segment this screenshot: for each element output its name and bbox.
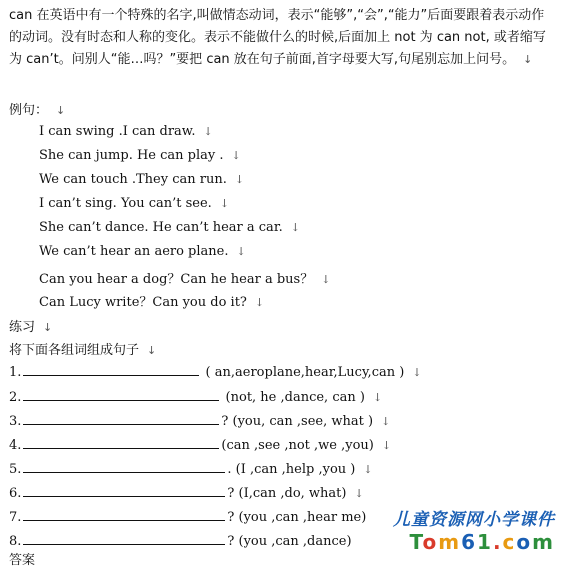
- paragraph-mark-icon: ↓: [523, 53, 533, 66]
- watermark-logo: [393, 505, 555, 554]
- paragraph-mark-icon: ↓: [381, 415, 391, 428]
- task-heading: 将下面各组词组成句子 ↓: [9, 343, 157, 358]
- paragraph-mark-icon: ↓: [234, 173, 245, 186]
- example-line: She can jump. He can play . ↓: [39, 148, 241, 163]
- answer-blank[interactable]: [23, 436, 219, 449]
- example-line: I can swing .I can draw. ↓: [39, 124, 213, 139]
- paragraph-mark-icon: ↓: [372, 391, 383, 404]
- exercise-item: 2. (not, he ,dance, can ) ↓: [9, 390, 383, 405]
- paragraph-mark-icon: ↓: [43, 321, 53, 334]
- paragraph-mark-icon: ↓: [321, 273, 331, 286]
- paragraph-mark-icon: ↓: [381, 439, 392, 452]
- paragraph-mark-icon: ↓: [290, 221, 300, 234]
- watermark-cn: 儿童资源网小学课件: [393, 510, 555, 530]
- example-line: I can’t sing. You can’t see. ↓: [39, 196, 230, 211]
- paragraph-mark-icon: ↓: [412, 366, 422, 379]
- example-line: We can’t hear an aero plane. ↓: [39, 244, 246, 259]
- paragraph-mark-icon: ↓: [147, 344, 157, 357]
- answer-heading-cutoff: 答案: [9, 553, 36, 568]
- answer-blank[interactable]: [23, 484, 225, 497]
- exercise-item: 4. (can ,see ,not ,we ,you) ↓: [9, 438, 392, 453]
- exercise-item: 5. . (I ,can ,help ,you ) ↓: [9, 462, 373, 477]
- exercise-item: 7. ? (you ,can ,hear me): [9, 510, 367, 525]
- exercise-item: 8. ? (you ,can ,dance): [9, 534, 352, 549]
- exercise-item: 3. ? (you, can ,see, what ) ↓: [9, 414, 391, 429]
- answer-blank[interactable]: [23, 363, 199, 376]
- intro-text: can 在英语中有一个特殊的名字,叫做情态动词，表示“能够”,“会”,“能力”后面要跟着表示动作的动词。没有时态和人称的变化。表示不能做什么的时候,后面加上 not 为 can not, 或者缩写为 can’t。问别人“能…吗？”要把 can 放在句子前面,首字母要大写,句尾别忘加上问号。: [9, 8, 546, 67]
- paragraph-mark-icon: ↓: [254, 296, 265, 309]
- answer-blank[interactable]: [23, 388, 219, 401]
- paragraph-mark-icon: ↓: [236, 245, 246, 258]
- answer-blank[interactable]: [23, 508, 225, 521]
- exercise-item: 1. ( an,aeroplane,hear,Lucy,can ) ↓: [9, 365, 422, 380]
- paragraph-mark-icon: ↓: [231, 149, 241, 162]
- paragraph-mark-icon: ↓: [56, 104, 66, 117]
- practice-heading: 练习 ↓: [9, 320, 53, 335]
- answer-blank[interactable]: [23, 412, 219, 425]
- paragraph-mark-icon: ↓: [363, 463, 373, 476]
- example-line: We can touch .They can run. ↓: [39, 172, 245, 187]
- answer-blank[interactable]: [23, 532, 225, 545]
- watermark-url: Tom61.com: [409, 530, 555, 554]
- paragraph-mark-icon: ↓: [219, 197, 230, 210]
- example-line: She can’t dance. He can’t hear a car. ↓: [39, 220, 300, 235]
- paragraph-mark-icon: ↓: [354, 487, 364, 500]
- answer-blank[interactable]: [23, 460, 225, 473]
- example-line: Can Lucy write？Can you do it? ↓: [39, 295, 265, 310]
- paragraph-mark-icon: ↓: [203, 125, 213, 138]
- example-line: Can you hear a dog？Can he hear a bus？ ↓: [39, 272, 331, 287]
- exercise-item: 6. ? (I,can ,do, what) ↓: [9, 486, 364, 501]
- intro-paragraph: [9, 5, 557, 71]
- examples-heading: 例句： ↓: [9, 103, 66, 118]
